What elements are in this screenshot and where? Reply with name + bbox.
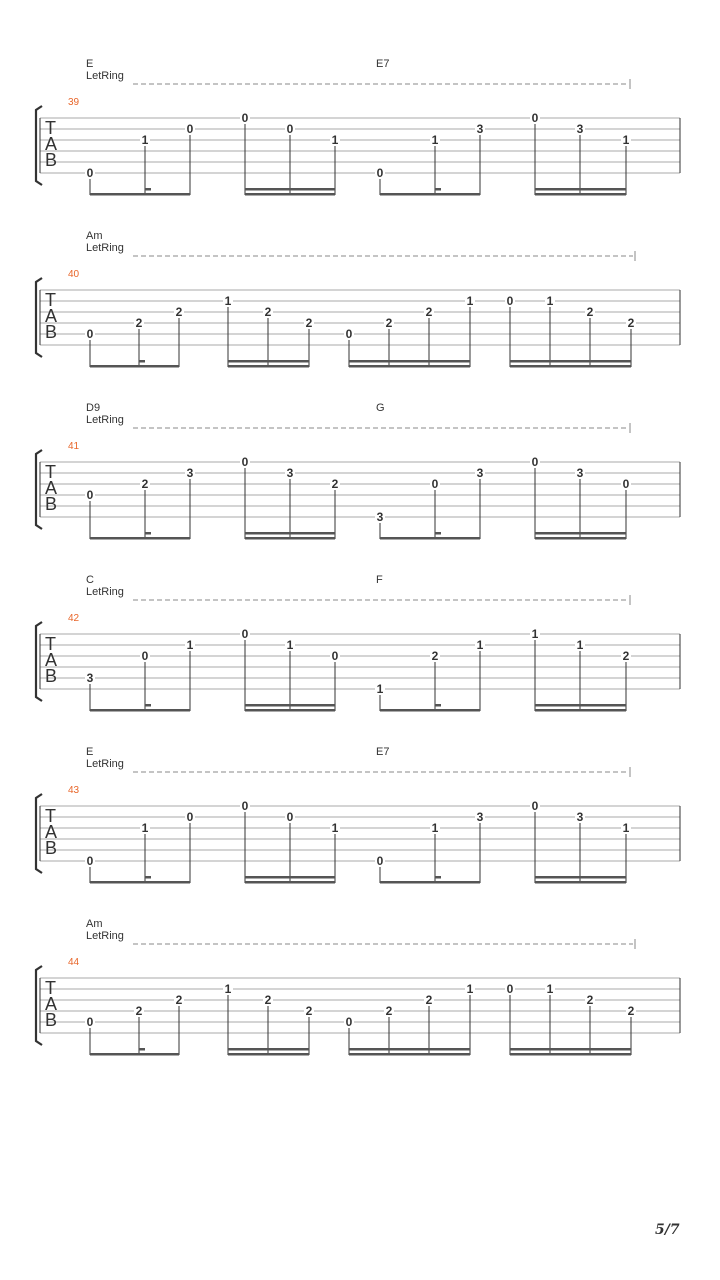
- fret-number: 1: [431, 133, 439, 147]
- tab-clef-letter: A: [45, 822, 58, 842]
- let-ring-label: LetRing: [86, 242, 124, 254]
- chord-name: C: [86, 574, 94, 586]
- beam: [349, 1053, 470, 1056]
- tab-clef-letter: T: [45, 290, 56, 310]
- fret-number: 2: [305, 1004, 313, 1018]
- fret-number: 1: [622, 133, 630, 147]
- fret-number: 2: [135, 316, 143, 330]
- fret-number: 1: [431, 821, 439, 835]
- beam-secondary: [535, 704, 626, 707]
- beam-flag-dotted: [435, 188, 441, 191]
- measure-number: 42: [68, 613, 80, 624]
- fret-number: 2: [135, 1004, 143, 1018]
- beam: [245, 881, 335, 884]
- chord-name: E: [86, 58, 94, 70]
- fret-number: 0: [241, 799, 249, 813]
- fret-number: 1: [546, 294, 554, 308]
- beam: [510, 365, 631, 368]
- tab-clef-letter: A: [45, 306, 58, 326]
- tab-clef-letter: T: [45, 978, 56, 998]
- fret-number: 0: [86, 327, 94, 341]
- fret-number: 0: [622, 477, 630, 491]
- beam-flag-dotted: [145, 532, 151, 535]
- beam-secondary: [228, 360, 309, 363]
- beam-secondary: [245, 704, 335, 707]
- fret-number: 2: [305, 316, 313, 330]
- fret-number: 2: [175, 993, 183, 1007]
- tab-clef-letter: B: [45, 1010, 58, 1030]
- beam-flag-dotted: [139, 360, 145, 363]
- tab-clef-letter: A: [45, 134, 58, 154]
- fret-number: 0: [531, 799, 539, 813]
- beam: [535, 537, 626, 540]
- fret-number: 3: [476, 810, 484, 824]
- fret-number: 2: [175, 305, 183, 319]
- fret-number: 1: [141, 133, 149, 147]
- fret-number: 2: [586, 305, 594, 319]
- measure-number: 43: [68, 785, 80, 796]
- let-ring-label: LetRing: [86, 930, 124, 942]
- fret-number: 0: [376, 854, 384, 868]
- fret-number: 1: [466, 982, 474, 996]
- beam: [349, 365, 470, 368]
- beam: [228, 365, 309, 368]
- fret-number: 1: [224, 982, 232, 996]
- tab-clef-letter: B: [45, 494, 58, 514]
- beam-secondary: [535, 532, 626, 535]
- fret-number: 0: [331, 649, 339, 663]
- fret-number: 0: [86, 488, 94, 502]
- fret-number: 0: [345, 1015, 353, 1029]
- tab-clef-letter: B: [45, 838, 58, 858]
- fret-number: 0: [506, 294, 514, 308]
- fret-number: 3: [476, 466, 484, 480]
- beam: [245, 709, 335, 712]
- beam-flag-dotted: [145, 704, 151, 707]
- beam-secondary: [245, 532, 335, 535]
- beam-secondary: [245, 188, 335, 191]
- beam-flag-dotted: [145, 876, 151, 879]
- page-number: 5/7: [655, 1222, 680, 1238]
- fret-number: 2: [622, 649, 630, 663]
- fret-number: 0: [141, 649, 149, 663]
- beam-flag-dotted: [435, 704, 441, 707]
- fret-number: 0: [506, 982, 514, 996]
- chord-name: F: [376, 574, 383, 586]
- beam-secondary: [228, 1048, 309, 1051]
- beam: [245, 193, 335, 196]
- tab-clef-letter: B: [45, 666, 58, 686]
- chord-name: E7: [376, 746, 390, 758]
- fret-number: 3: [476, 122, 484, 136]
- tab-clef-letter: T: [45, 634, 56, 654]
- fret-number: 0: [241, 111, 249, 125]
- fret-number: 0: [286, 122, 294, 136]
- fret-number: 1: [186, 638, 194, 652]
- fret-number: 0: [86, 854, 94, 868]
- fret-number: 2: [385, 316, 393, 330]
- beam-flag-dotted: [435, 876, 441, 879]
- fret-number: 1: [476, 638, 484, 652]
- measure-number: 40: [68, 269, 80, 280]
- beam-secondary: [510, 1048, 631, 1051]
- fret-number: 0: [531, 455, 539, 469]
- tab-clef-letter: T: [45, 806, 56, 826]
- beam: [90, 1053, 179, 1056]
- fret-number: 0: [186, 810, 194, 824]
- chord-name: G: [376, 402, 385, 414]
- beam-secondary: [535, 188, 626, 191]
- tab-clef-letter: T: [45, 462, 56, 482]
- let-ring-label: LetRing: [86, 414, 124, 426]
- fret-number: 0: [286, 810, 294, 824]
- fret-number: 0: [431, 477, 439, 491]
- beam: [90, 365, 179, 368]
- fret-number: 2: [425, 305, 433, 319]
- fret-number: 2: [425, 993, 433, 1007]
- tab-clef-letter: T: [45, 118, 56, 138]
- fret-number: 0: [86, 1015, 94, 1029]
- measure-number: 39: [68, 97, 80, 108]
- chord-name: Am: [86, 230, 103, 242]
- beam: [90, 881, 190, 884]
- beam-flag-dotted: [435, 532, 441, 535]
- beam: [535, 709, 626, 712]
- chord-name: E: [86, 746, 94, 758]
- fret-number: 1: [466, 294, 474, 308]
- fret-number: 1: [546, 982, 554, 996]
- chord-name: D9: [86, 402, 101, 414]
- let-ring-label: LetRing: [86, 70, 124, 82]
- fret-number: 3: [286, 466, 294, 480]
- beam-secondary: [245, 876, 335, 879]
- fret-number: 0: [86, 166, 94, 180]
- measure-number: 44: [68, 957, 80, 968]
- fret-number: 1: [622, 821, 630, 835]
- fret-number: 2: [331, 477, 339, 491]
- beam-secondary: [535, 876, 626, 879]
- fret-number: 2: [141, 477, 149, 491]
- beam-flag-dotted: [139, 1048, 145, 1051]
- fret-number: 2: [264, 993, 272, 1007]
- beam: [245, 537, 335, 540]
- fret-number: 3: [376, 510, 384, 524]
- tab-clef-letter: A: [45, 478, 58, 498]
- fret-number: 1: [331, 821, 339, 835]
- beam-flag-dotted: [145, 188, 151, 191]
- let-ring-label: LetRing: [86, 586, 124, 598]
- fret-number: 2: [627, 316, 635, 330]
- beam: [90, 193, 190, 196]
- beam: [535, 881, 626, 884]
- fret-number: 0: [241, 455, 249, 469]
- fret-number: 1: [141, 821, 149, 835]
- fret-number: 2: [431, 649, 439, 663]
- fret-number: 0: [345, 327, 353, 341]
- measure-number: 41: [68, 441, 80, 452]
- beam: [380, 709, 480, 712]
- beam: [380, 537, 480, 540]
- chord-name: Am: [86, 918, 103, 930]
- fret-number: 3: [186, 466, 194, 480]
- beam: [90, 537, 190, 540]
- fret-number: 3: [576, 122, 584, 136]
- fret-number: 0: [376, 166, 384, 180]
- fret-number: 1: [531, 627, 539, 641]
- beam: [535, 193, 626, 196]
- fret-number: 3: [576, 466, 584, 480]
- beam-secondary: [349, 360, 470, 363]
- fret-number: 2: [385, 1004, 393, 1018]
- tab-clef-letter: B: [45, 322, 58, 342]
- fret-number: 2: [264, 305, 272, 319]
- beam: [380, 193, 480, 196]
- let-ring-label: LetRing: [86, 758, 124, 770]
- tab-clef-letter: A: [45, 994, 58, 1014]
- fret-number: 3: [576, 810, 584, 824]
- beam-secondary: [510, 360, 631, 363]
- beam: [510, 1053, 631, 1056]
- fret-number: 1: [376, 682, 384, 696]
- fret-number: 2: [586, 993, 594, 1007]
- fret-number: 1: [576, 638, 584, 652]
- fret-number: 3: [86, 671, 94, 685]
- fret-number: 2: [627, 1004, 635, 1018]
- chord-name: E7: [376, 58, 390, 70]
- tab-clef-letter: A: [45, 650, 58, 670]
- fret-number: 1: [224, 294, 232, 308]
- tab-clef-letter: B: [45, 150, 58, 170]
- fret-number: 1: [331, 133, 339, 147]
- fret-number: 1: [286, 638, 294, 652]
- fret-number: 0: [241, 627, 249, 641]
- fret-number: 0: [186, 122, 194, 136]
- beam: [228, 1053, 309, 1056]
- beam-secondary: [349, 1048, 470, 1051]
- beam: [90, 709, 190, 712]
- beam: [380, 881, 480, 884]
- fret-number: 0: [531, 111, 539, 125]
